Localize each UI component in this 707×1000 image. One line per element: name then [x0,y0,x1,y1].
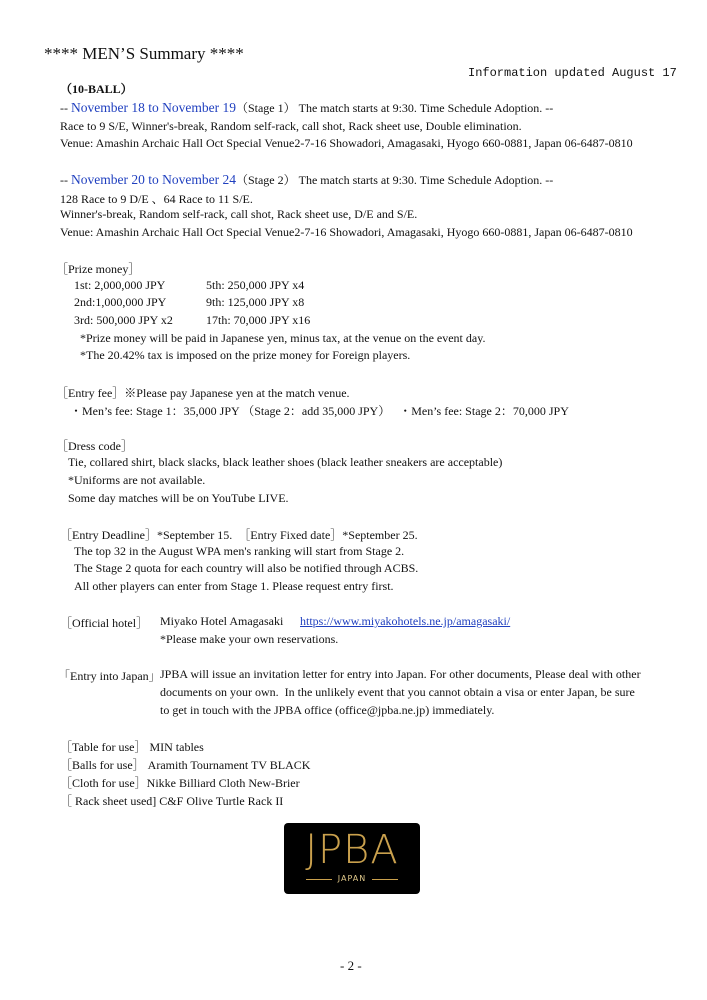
prize-note: *Prize money will be paid in Japanese yen, minus tax, at the venue on the event day. [80,331,486,345]
prize-heading: ［Prize money］ [56,262,141,276]
hotel-label: ［Official hotel］ [60,616,149,630]
equipment-item: ［Cloth for use］Nikke Billiard Cloth New-Brier [60,776,300,790]
japan-entry-line: documents on your own. In the unlikely event that you cannot obtain a visa or enter Japan, be sure [160,685,635,699]
document-title: **** MEN’S Summary **** [44,44,244,63]
entry-fee-heading: ［Entry fee］※Please pay Japanese yen at the match venue. [56,386,350,400]
equipment-item: ［Balls for use］ Aramith Tournament TV BLACK [60,758,311,772]
stage1-dates: November 18 to November 19 [71,100,236,115]
prize-left: 3rd: 500,000 JPY x2 [74,313,173,327]
stage2-rules: Winner's-break, Random self-rack, call shot, Rack sheet use, D/E and S/E. [60,207,418,221]
dress-line: *Uniforms are not available. [68,473,206,487]
jpba-logo [284,823,420,894]
logo-rule [372,879,398,880]
dress-heading: ［Dress code］ [56,439,133,453]
prize-right: 5th: 250,000 JPY x4 [206,278,305,292]
japan-entry-label: 「Entry into Japan」 [58,669,161,683]
deadline-line: The Stage 2 quota for each country will also be notified through ACBS. [74,561,419,575]
event-type: （10-BALL） [60,82,133,96]
logo-subtext: JAPAN [337,874,367,883]
equipment-item: ［ Rack sheet used] C&F Olive Turtle Rack II [60,794,284,808]
prize-left: 1st: 2,000,000 JPY [74,278,166,292]
prize-right: 17th: 70,000 JPY x16 [206,313,311,327]
stage1-header [60,99,553,116]
stage2-venue: Venue: Amashin Archaic Hall Oct Special Venue2-7-16 Showadori, Amagasaki, Hyogo 660-0881, Japan 06-6487-0810 [60,225,633,239]
entry-fee-line: ・Men’s fee: Stage 1：35,000 JPY （Stage 2：add 35,000 JPY） ・Men’s fee: Stage 2：70,000 JPY [70,404,569,418]
prize-right: 9th: 125,000 JPY x8 [206,295,305,309]
prize-left: 2nd:1,000,000 JPY [74,295,167,309]
stage2-format: 128 Race to 9 D/E 、64 Race to 11 S/E. [60,192,253,206]
japan-entry-line: to get in touch with the JPBA office (office@jpba.ne.jp) immediately. [160,703,495,717]
dress-line: Tie, collared shirt, black slacks, black leather shoes (black leather sneakers are acceptable) [68,455,503,469]
updated-note: Information updated August 17 [468,66,677,80]
stage1-rules: Race to 9 S/E, Winner's-break, Random self-rack, call shot, Rack sheet use, Double elimination. [60,119,522,133]
stage2-dates: November 20 to November 24 [71,172,236,187]
stage2-prefix: -- [60,173,71,187]
logo-wordmark: JPBA [305,827,399,873]
stage1-venue: Venue: Amashin Archaic Hall Oct Special Venue2-7-16 Showadori, Amagasaki, Hyogo 660-0881, Japan 06-6487-0810 [60,136,633,150]
hotel-name: Miyako Hotel Amagasaki [160,614,284,628]
deadline-line: ［Entry Deadline］*September 15. ［Entry Fixed date］*September 25. [60,528,418,542]
equipment-item: ［Table for use］ MIN tables [60,740,204,754]
stage1-desc: （Stage 1） The match starts at 9:30. Time Schedule Adoption. -- [235,101,554,115]
deadline-line: The top 32 in the August WPA men's ranking will start from Stage 2. [74,544,405,558]
stage1-prefix: -- [60,101,71,115]
hotel-note: *Please make your own reservations. [160,632,339,646]
japan-entry-line: JPBA will issue an invitation letter for entry into Japan. For other documents, Please deal with other [160,667,641,681]
stage2-desc: （Stage 2） The match starts at 9:30. Time Schedule Adoption. -- [235,173,554,187]
deadline-line: All other players can enter from Stage 1. Please request entry first. [74,579,394,593]
prize-note: *The 20.42% tax is imposed on the prize money for Foreign players. [80,348,411,362]
stage2-header [60,171,553,188]
page-number: - 2 - [340,958,362,973]
dress-line: Some day matches will be on YouTube LIVE. [68,491,289,505]
hotel-link[interactable]: https://www.miyakohotels.ne.jp/amagasaki/ [300,614,511,628]
